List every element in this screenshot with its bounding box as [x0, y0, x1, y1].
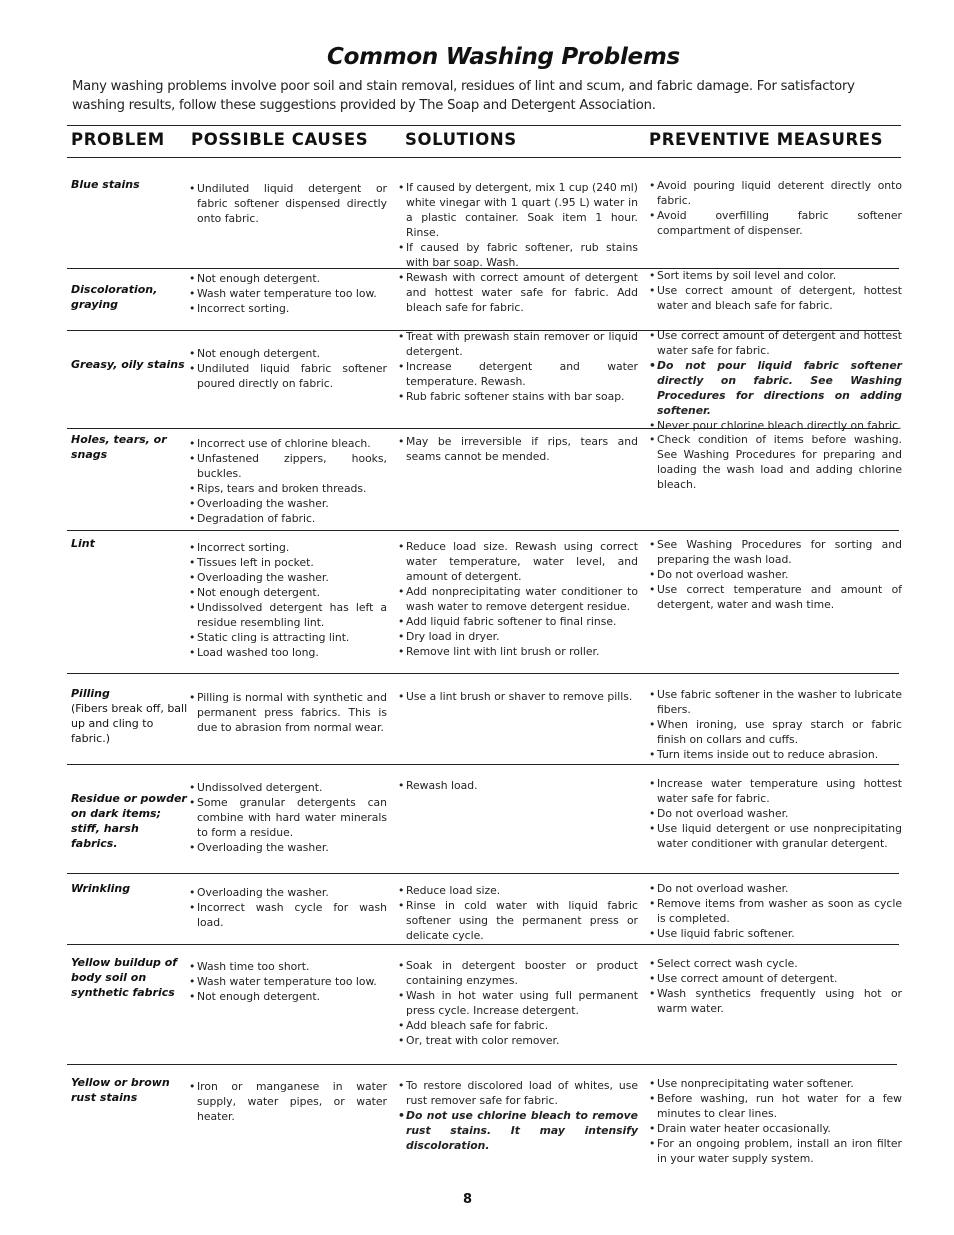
solutions-cell	[398, 958, 638, 1048]
preventive-item: • Use correct amount of detergent.	[649, 971, 902, 986]
solutions-item: • Add bleach safe for fabric.	[398, 1018, 638, 1033]
causes-item: • Wash time too short.	[189, 959, 387, 974]
preventive-item: • Drain water heater occasionally.	[649, 1121, 902, 1136]
header-bottom-rule	[67, 157, 901, 158]
preventive-cell	[649, 178, 902, 238]
page-title: Common Washing Problems	[327, 44, 680, 70]
causes-item: • Unfastened zippers, hooks, buckles.	[189, 451, 387, 481]
preventive-item: • Select correct wash cycle.	[649, 956, 902, 971]
causes-item: • Wash water temperature too low.	[189, 286, 387, 301]
header-top-rule	[67, 125, 901, 126]
solutions-cell	[398, 180, 638, 270]
causes-item: • Undissolved detergent has left a residue resembling lint.	[189, 600, 387, 630]
preventive-item: • Do not overload washer.	[649, 567, 902, 582]
causes-cell	[189, 346, 387, 391]
causes-cell	[189, 959, 387, 1004]
causes-item: • Incorrect sorting.	[189, 540, 387, 555]
row-divider	[67, 428, 899, 429]
preventive-item: • Remove items from washer as soon as cycle is completed.	[649, 896, 902, 926]
preventive-cell	[649, 881, 902, 941]
problem-label: Blue stains	[71, 178, 140, 191]
causes-item: • Overloading the washer.	[189, 840, 387, 855]
causes-item: • Tissues left in pocket.	[189, 555, 387, 570]
causes-item: • Not enough detergent.	[189, 989, 387, 1004]
solutions-item: • Rewash load.	[398, 778, 638, 793]
solutions-item: • Rinse in cold water with liquid fabric softener using the permanent press or delicate cycle.	[398, 898, 638, 943]
preventive-cell	[649, 776, 902, 851]
solutions-item: • Or, treat with color remover.	[398, 1033, 638, 1048]
preventive-item: • Use correct amount of detergent, hottest water and bleach safe for fabric.	[649, 283, 902, 313]
causes-item: • Static cling is attracting lint.	[189, 630, 387, 645]
problem-name	[71, 432, 189, 462]
preventive-item: • Before washing, run hot water for a few minutes to clear lines.	[649, 1091, 902, 1121]
solutions-item: • Add nonprecipitating water conditioner to wash water to remove detergent residue.	[398, 584, 638, 614]
problem-name	[71, 177, 189, 192]
causes-item: • Wash water temperature too low.	[189, 974, 387, 989]
causes-cell	[189, 690, 387, 735]
causes-list	[189, 540, 387, 660]
causes-list	[189, 780, 387, 855]
causes-item: • Undiluted liquid fabric softener poured directly on fabric.	[189, 361, 387, 391]
row-divider	[67, 673, 899, 674]
preventive-list	[649, 956, 902, 1016]
solutions-item: • Increase detergent and water temperature. Rewash.	[398, 359, 638, 389]
preventive-item: • See Washing Procedures for sorting and preparing the wash load.	[649, 537, 902, 567]
preventive-list	[649, 1076, 902, 1166]
problem-label: Lint	[71, 537, 95, 550]
solutions-cell	[398, 778, 638, 793]
solutions-item: • Dry load in dryer.	[398, 629, 638, 644]
preventive-item: • Turn items inside out to reduce abrasion.	[649, 747, 902, 762]
header-solutions: SOLUTIONS	[405, 130, 517, 149]
solutions-item: • Use a lint brush or shaver to remove pills.	[398, 689, 638, 704]
causes-list	[189, 959, 387, 1004]
causes-cell	[189, 1079, 387, 1124]
solutions-list	[398, 1078, 638, 1153]
preventive-item: • When ironing, use spray starch or fabric finish on collars and cuffs.	[649, 717, 902, 747]
preventive-cell	[649, 432, 902, 492]
preventive-cell	[649, 537, 902, 612]
problem-label: Yellow buildup of body soil on synthetic fabrics	[71, 956, 178, 999]
preventive-item: • Use fabric softener in the washer to lubricate fibers.	[649, 687, 902, 717]
problem-label: Pilling	[71, 687, 110, 700]
solutions-list	[398, 883, 638, 943]
preventive-list	[649, 537, 902, 612]
solutions-cell	[398, 270, 638, 315]
solutions-item: • To restore discolored load of whites, use rust remover safe for fabric.	[398, 1078, 638, 1108]
preventive-item: • Sort items by soil level and color.	[649, 268, 902, 283]
causes-list	[189, 1079, 387, 1124]
causes-item: • Not enough detergent.	[189, 585, 387, 600]
preventive-item: • Use correct amount of detergent and hottest water safe for fabric.	[649, 328, 902, 358]
solutions-item: • Rewash with correct amount of detergent and hottest water safe for fabric. Add bleach safe for fabric.	[398, 270, 638, 315]
causes-item: • Pilling is normal with synthetic and permanent press fabrics. This is due to abrasion from normal wear.	[189, 690, 387, 735]
causes-cell	[189, 540, 387, 660]
preventive-item: • Do not overload washer.	[649, 806, 902, 821]
preventive-item: • Do not overload washer.	[649, 881, 902, 896]
solutions-item: • May be irreversible if rips, tears and seams cannot be mended.	[398, 434, 638, 464]
solutions-item: • If caused by fabric softener, rub stains with bar soap. Wash.	[398, 240, 638, 270]
preventive-item: • Avoid pouring liquid deterent directly onto fabric.	[649, 178, 902, 208]
causes-item: • Undiluted liquid detergent or fabric softener dispensed directly onto fabric.	[189, 181, 387, 226]
problem-name	[71, 955, 189, 1000]
solutions-cell	[398, 539, 638, 659]
causes-item: • Rips, tears and broken threads.	[189, 481, 387, 496]
header-possible-causes: POSSIBLE CAUSES	[191, 130, 369, 149]
solutions-item: • Treat with prewash stain remover or liquid detergent.	[398, 329, 638, 359]
causes-cell	[189, 436, 387, 526]
header-preventive-measures: PREVENTIVE MEASURES	[649, 130, 884, 149]
solutions-list	[398, 270, 638, 315]
causes-cell	[189, 271, 387, 316]
causes-list	[189, 346, 387, 391]
solutions-cell	[398, 1078, 638, 1153]
preventive-list	[649, 328, 902, 433]
problem-label: Greasy, oily stains	[71, 358, 185, 371]
preventive-list	[649, 881, 902, 941]
causes-cell	[189, 181, 387, 226]
problem-label: Wrinkling	[71, 882, 131, 895]
problem-name	[71, 881, 189, 896]
problem-name	[71, 282, 189, 312]
causes-item: • Load washed too long.	[189, 645, 387, 660]
row-divider	[67, 944, 899, 945]
row-divider	[67, 1064, 897, 1065]
preventive-cell	[649, 1076, 902, 1166]
causes-item: • Not enough detergent.	[189, 346, 387, 361]
solutions-list	[398, 958, 638, 1048]
solutions-item: • Reduce load size.	[398, 883, 638, 898]
causes-item: • Overloading the washer.	[189, 570, 387, 585]
problem-label: Residue or powder on dark items; stiff, harsh fabrics.	[71, 792, 187, 850]
preventive-item: • Check condition of items before washing. See Washing Procedures for preparing and loading the wash load and adding chlorine bleach.	[649, 432, 902, 492]
solutions-item: • Remove lint with lint brush or roller.	[398, 644, 638, 659]
preventive-list	[649, 776, 902, 851]
row-divider	[67, 873, 899, 874]
causes-item: • Some granular detergents can combine with hard water minerals to form a residue.	[189, 795, 387, 840]
causes-list	[189, 885, 387, 930]
preventive-list	[649, 178, 902, 238]
preventive-item: • Avoid overfilling fabric softener compartment of dispenser.	[649, 208, 902, 238]
problem-name	[71, 1075, 189, 1105]
causes-item: • Overloading the washer.	[189, 885, 387, 900]
preventive-item: • For an ongoing problem, install an iron filter in your water supply system.	[649, 1136, 902, 1166]
solutions-item: • Wash in hot water using full permanent press cycle. Increase detergent.	[398, 988, 638, 1018]
preventive-list	[649, 687, 902, 762]
preventive-item: • Wash synthetics frequently using hot or warm water.	[649, 986, 902, 1016]
solutions-list	[398, 689, 638, 704]
header-problem: PROBLEM	[71, 130, 165, 149]
solutions-item: • Add liquid fabric softener to final rinse.	[398, 614, 638, 629]
row-divider	[67, 530, 899, 531]
causes-cell	[189, 885, 387, 930]
problem-note: (Fibers break off, ball up and cling to fabric.)	[71, 702, 188, 745]
preventive-cell	[649, 956, 902, 1016]
solutions-list	[398, 180, 638, 270]
row-divider	[67, 764, 899, 765]
solutions-cell	[398, 883, 638, 943]
problem-name	[71, 357, 189, 372]
causes-list	[189, 436, 387, 526]
preventive-item: • Use liquid detergent or use nonprecipitating water conditioner with granular detergent.	[649, 821, 902, 851]
causes-list	[189, 271, 387, 316]
preventive-list	[649, 432, 902, 492]
preventive-item: • Never pour chlorine bleach directly on fabric.	[649, 418, 902, 433]
solutions-cell	[398, 689, 638, 704]
causes-item: • Undissolved detergent.	[189, 780, 387, 795]
causes-list	[189, 690, 387, 735]
solutions-cell	[398, 434, 638, 464]
causes-item: • Incorrect wash cycle for wash load.	[189, 900, 387, 930]
causes-item: • Not enough detergent.	[189, 271, 387, 286]
causes-item: • Incorrect sorting.	[189, 301, 387, 316]
solutions-list	[398, 539, 638, 659]
solutions-item: • Reduce load size. Rewash using correct water temperature, water level, and amount of detergent.	[398, 539, 638, 584]
problem-label: Yellow or brown rust stains	[71, 1076, 170, 1104]
preventive-item: • Do not pour liquid fabric softener directly on fabric. See Washing Procedures for directions on adding softener.	[649, 358, 902, 418]
solutions-item: • Do not use chlorine bleach to remove rust stains. It may intensify discoloration.	[398, 1108, 638, 1153]
problem-label: Discoloration, graying	[71, 283, 158, 311]
preventive-list	[649, 268, 902, 313]
solutions-item: • If caused by detergent, mix 1 cup (240 ml) white vinegar with 1 quart (.95 L) water in a plastic container. Soak item 1 hour. Rinse.	[398, 180, 638, 240]
problem-name	[71, 791, 189, 851]
problem-name	[71, 536, 189, 551]
preventive-item: • Use correct temperature and amount of detergent, water and wash time.	[649, 582, 902, 612]
solutions-cell	[398, 329, 638, 404]
solutions-list	[398, 434, 638, 464]
solutions-list	[398, 329, 638, 404]
causes-item: • Iron or manganese in water supply, water pipes, or water heater.	[189, 1079, 387, 1124]
preventive-item: • Increase water temperature using hottest water safe for fabric.	[649, 776, 902, 806]
causes-item: • Overloading the washer.	[189, 496, 387, 511]
solutions-item: • Soak in detergent booster or product containing enzymes.	[398, 958, 638, 988]
intro-paragraph: Many washing problems involve poor soil and stain removal, residues of lint and scum, and fabric damage. For satisfactory washing results, follow these suggestions provided by The Soap and Detergent Association.	[72, 79, 855, 113]
causes-item: • Degradation of fabric.	[189, 511, 387, 526]
problem-name	[71, 686, 189, 746]
solutions-item: • Rub fabric softener stains with bar soap.	[398, 389, 638, 404]
problem-label: Holes, tears, or snags	[71, 433, 167, 461]
preventive-item: • Use liquid fabric softener.	[649, 926, 902, 941]
preventive-item: • Use nonprecipitating water softener.	[649, 1076, 902, 1091]
causes-item: • Incorrect use of chlorine bleach.	[189, 436, 387, 451]
causes-list	[189, 181, 387, 226]
preventive-cell	[649, 268, 902, 313]
causes-cell	[189, 780, 387, 855]
preventive-cell	[649, 687, 902, 762]
solutions-list	[398, 778, 638, 793]
page-number: 8	[463, 1192, 473, 1207]
preventive-cell	[649, 328, 902, 433]
